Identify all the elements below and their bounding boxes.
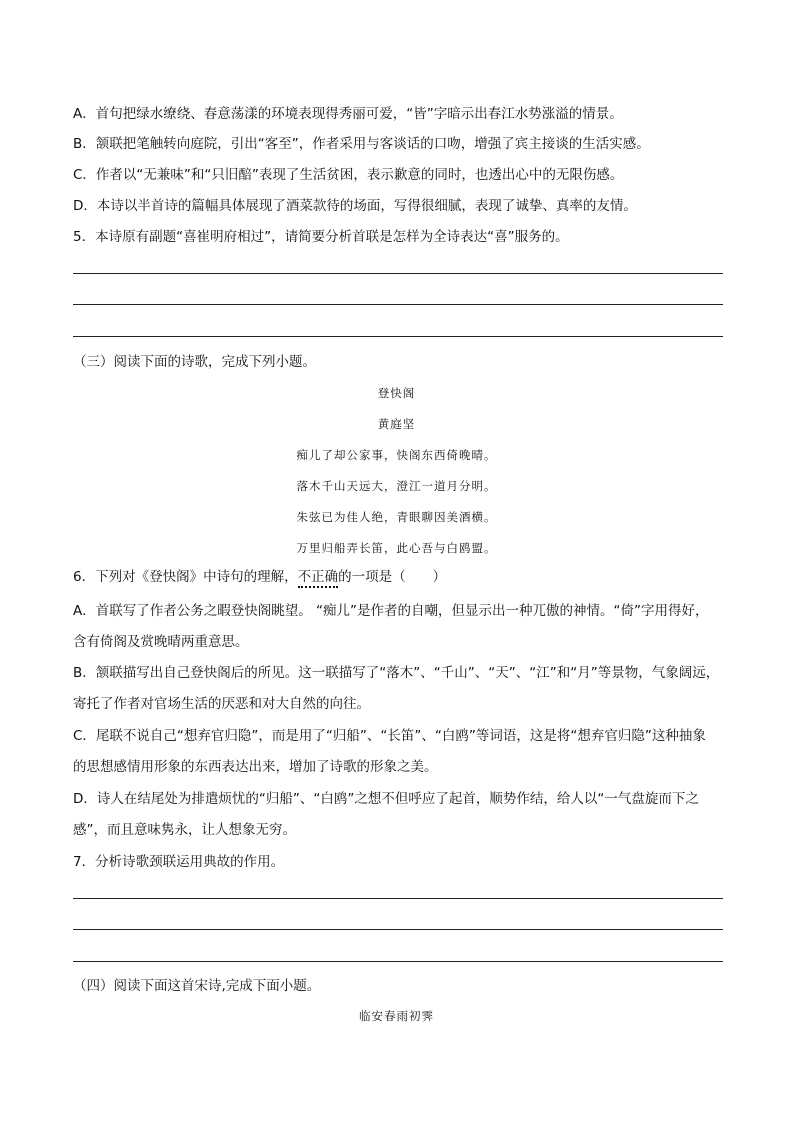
answer-line (73, 898, 723, 899)
poem-author: 黄庭坚 (377, 417, 416, 431)
q6-option-b: B．颔联描写出自己登快阁后的所见。这一联描写了“落木”、“千山”、“天”、“江”和“月”等景物，气象阔远， (73, 665, 720, 681)
q6-option-b-cont: 寄托了作者对官场生活的厌恶和对大自然的向往。 (73, 696, 370, 712)
option-a: A．首句把绿水缭绕、春意荡漾的环境表现得秀丽可爱，“皆”字暗示出春江水势涨溢的情景。 (73, 106, 623, 122)
option-b: B．颔联把笔触转向庭院，引出“客至”，作者采用与客谈话的口吻，增强了宾主接谈的生活实感。 (73, 136, 650, 152)
emphasis-not-correct: 不正确 (297, 569, 339, 585)
section-3-heading: （三）阅读下面的诗歌，完成下列小题。 (73, 354, 316, 370)
answer-line (73, 273, 723, 274)
answer-line (73, 336, 723, 337)
answer-line (73, 961, 723, 962)
q6-option-d: D．诗人在结尾处为排遣烦忧的“归船”、“白鸥”之想不但呼应了起首，顺势作结，给人以“一气盘旋而下之 (73, 791, 699, 807)
option-d: D．本诗以半首诗的篇幅具体展现了酒菜款待的场面，写得很细腻，表现了诚挚、真率的友情。 (73, 198, 637, 214)
answer-line (73, 929, 723, 930)
poem-line: 万里归船弄长笛，此心吾与白鸥盟。 (296, 541, 497, 555)
section-4-heading: （四）阅读下面这首宋诗,完成下面小题。 (73, 978, 321, 994)
poem-line: 落木千山天远大，澄江一道月分明。 (296, 479, 497, 493)
question-5: 5．本诗原有副题“喜崔明府相过”，请简要分析首联是怎样为全诗表达“喜”服务的。 (73, 229, 569, 245)
q6-option-a-cont: 含有倚阁及赏晚晴两重意思。 (73, 634, 249, 650)
question-6-text: 的一项是（ ） (338, 569, 447, 585)
poem-title: 登快阁 (377, 386, 416, 400)
answer-line (73, 304, 723, 305)
option-c: C．作者以“无兼味”和“只旧醅”表现了生活贫困，表示歉意的同时，也透出心中的无限伤感。 (73, 167, 624, 183)
poem-title: 临安春雨初霁 (359, 1009, 434, 1023)
question-6 (73, 567, 723, 587)
question-7: 7．分析诗歌颈联运用典故的作用。 (73, 854, 285, 870)
q6-option-a: A．首联写了作者公务之暇登快阁眺望。 “痴儿”是作者的自嘲，但显示出一种兀傲的神情。“倚”字用得好， (73, 603, 709, 619)
question-6-text: 6．下列对《登快阁》中诗句的理解， (73, 569, 298, 585)
q6-option-d-cont: 感”，而且意味隽永，让人想象无穷。 (73, 822, 296, 838)
q6-option-c: C．尾联不说自己“想弃官归隐”，而是用了“归船”、“长笛”、“白鸥”等词语，这是将“想弃官归隐”这种抽象 (73, 728, 706, 744)
q6-option-c-cont: 的思想感情用形象的东西表达出来，增加了诗歌的形象之美。 (73, 759, 438, 775)
poem-line: 朱弦已为佳人绝，青眼聊因美酒横。 (296, 510, 497, 524)
poem-line: 痴儿了却公家事，快阁东西倚晚晴。 (296, 448, 497, 462)
